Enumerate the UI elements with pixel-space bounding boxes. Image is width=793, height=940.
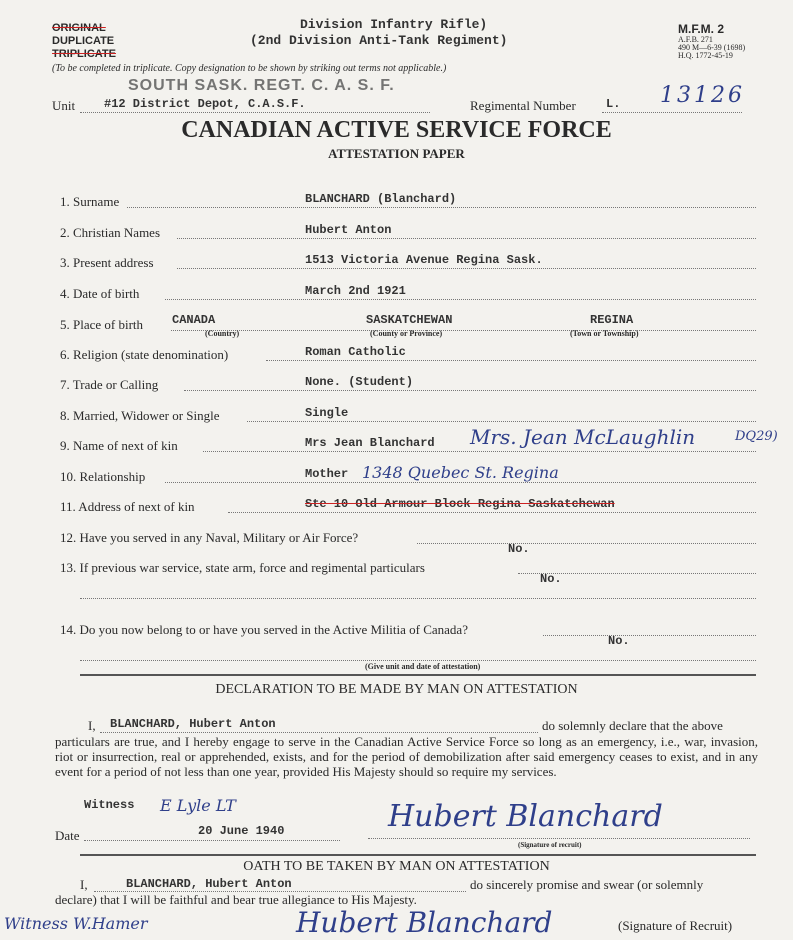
signature-caption: (Signature of recruit) <box>518 841 582 849</box>
instruction: (To be completed in triplicate. Copy designation to be shown by striking out terms not applicable.) <box>52 63 447 74</box>
unit-value: #12 District Depot, C.A.S.F. <box>104 97 306 111</box>
question-value: No. <box>540 572 562 586</box>
question-value: Mrs Jean Blanchard <box>305 436 435 450</box>
question-label: 2. Christian Names <box>60 225 161 240</box>
question-label: 5. Place of birth <box>60 317 144 332</box>
question-label: 8. Married, Widower or Single <box>60 408 220 423</box>
question-label: 13. If previous war service, state arm, force and regimental particulars <box>60 560 425 575</box>
oath-title: OATH TO BE TAKEN BY MAN ON ATTESTATION <box>243 859 550 874</box>
question-value: Mother <box>305 467 349 481</box>
question-label: 7. Trade or Calling <box>60 377 159 392</box>
question-label: 6. Religion (state denomination) <box>60 347 229 362</box>
oath-line1-end: do sincerely promise and swear (or solemnly <box>470 877 704 892</box>
oath-recruit-signature: Hubert Blanchard <box>296 906 553 939</box>
question-value: Hubert Anton <box>305 223 392 237</box>
oath-name: BLANCHARD, Hubert Anton <box>126 877 292 891</box>
copy-original: ORIGINAL <box>52 22 106 34</box>
declaration-i: I, <box>88 718 96 733</box>
question-value: No. <box>608 634 630 648</box>
page-subtitle: ATTESTATION PAPER <box>328 146 465 161</box>
place-town: REGINA <box>590 313 634 327</box>
declaration-line1-end: do solemnly declare that the above <box>542 718 723 733</box>
question-value: No. <box>508 542 530 556</box>
next-of-kin-handwritten: Mrs. Jean McLaughlin <box>470 425 696 449</box>
question-label: 10. Relationship <box>60 469 146 484</box>
declaration-body: particulars are true, and I hereby engage to serve in the Canadian Active Service Force so long as an emergency, i.e., war, invasion, riot or insurrection, real or apprehended, exists, and for the period of demobilization after said emergency ceases to exist, and in any event for a period of not less than one year, provided His Majesty should so require my services. <box>55 734 758 779</box>
question-label: 9. Name of next of kin <box>60 438 178 453</box>
reg-number-label: Regimental Number <box>470 98 576 113</box>
witness-signature: E Lyle LT <box>160 796 236 815</box>
next-of-kin-note: DQ29) <box>735 429 778 444</box>
place-province: SASKATCHEWAN <box>366 313 453 327</box>
militia-sub: (Give unit and date of attestation) <box>365 662 481 671</box>
question-value: Roman Catholic <box>305 345 406 359</box>
oath-signature-caption: (Signature of Recruit) <box>618 918 733 933</box>
regiment-stamp: SOUTH SASK. REGT. C. A. S. F. <box>128 77 395 94</box>
form-code: M.F.M. 2 <box>678 22 725 36</box>
oath-witness-signature: Witness W.Hamer <box>4 914 148 933</box>
form-refs <box>678 36 745 60</box>
recruit-signature: Hubert Blanchard <box>388 799 663 834</box>
question-value: March 2nd 1921 <box>305 284 406 298</box>
question-label: 14. Do you now belong to or have you served in the Active Militia of Canada? <box>60 622 468 637</box>
sub-country: (Country) <box>205 329 240 338</box>
question-label: 3. Present address <box>60 255 154 270</box>
form-ref: 490 M—6-39 (1698) <box>678 43 746 52</box>
reg-number-prefix: L. <box>606 97 621 111</box>
address-handwritten: 1348 Quebec St. Regina <box>362 463 559 482</box>
form-ref: A.F.B. 271 <box>678 35 713 44</box>
date-label: Date <box>55 828 80 843</box>
question-label: 11. Address of next of kin <box>60 499 195 514</box>
place-country: CANADA <box>172 313 216 327</box>
declaration-title: DECLARATION TO BE MADE BY MAN ON ATTESTATION <box>215 682 578 697</box>
oath-i: I, <box>80 877 88 892</box>
oath-line2: declare) that I will be faithful and bear true allegiance to His Majesty. <box>55 892 417 907</box>
witness-label: Witness <box>84 798 135 812</box>
copy-duplicate: DUPLICATE <box>52 35 115 47</box>
question-value: Single <box>305 406 349 420</box>
date-value: 20 June 1940 <box>198 824 285 838</box>
copy-designations <box>52 22 116 61</box>
question-value: BLANCHARD (Blanchard) <box>305 192 457 206</box>
unit-line-1: Division Infantry Rifle) <box>300 17 488 32</box>
form-ref: H.Q. 1772-45-19 <box>678 51 733 60</box>
unit-label: Unit <box>52 98 76 113</box>
copy-triplicate: TRIPLICATE <box>52 48 116 60</box>
page-title: CANADIAN ACTIVE SERVICE FORCE <box>181 117 612 143</box>
sub-province: (County or Province) <box>370 329 443 338</box>
declaration-name: BLANCHARD, Hubert Anton <box>110 717 276 731</box>
sub-town: (Town or Township) <box>570 329 639 338</box>
question-label: 12. Have you served in any Naval, Military or Air Force? <box>60 530 359 545</box>
reg-number-value: 13126 <box>660 83 745 108</box>
question-value: Ste 10 Old Armour Block Regina Saskatchewan <box>305 497 615 511</box>
question-value: None. (Student) <box>305 375 414 389</box>
question-label: 4. Date of birth <box>60 286 140 301</box>
unit-line-2: (2nd Division Anti-Tank Regiment) <box>250 33 508 48</box>
question-value: 1513 Victoria Avenue Regina Sask. <box>305 253 543 267</box>
question-label: 1. Surname <box>60 194 120 209</box>
